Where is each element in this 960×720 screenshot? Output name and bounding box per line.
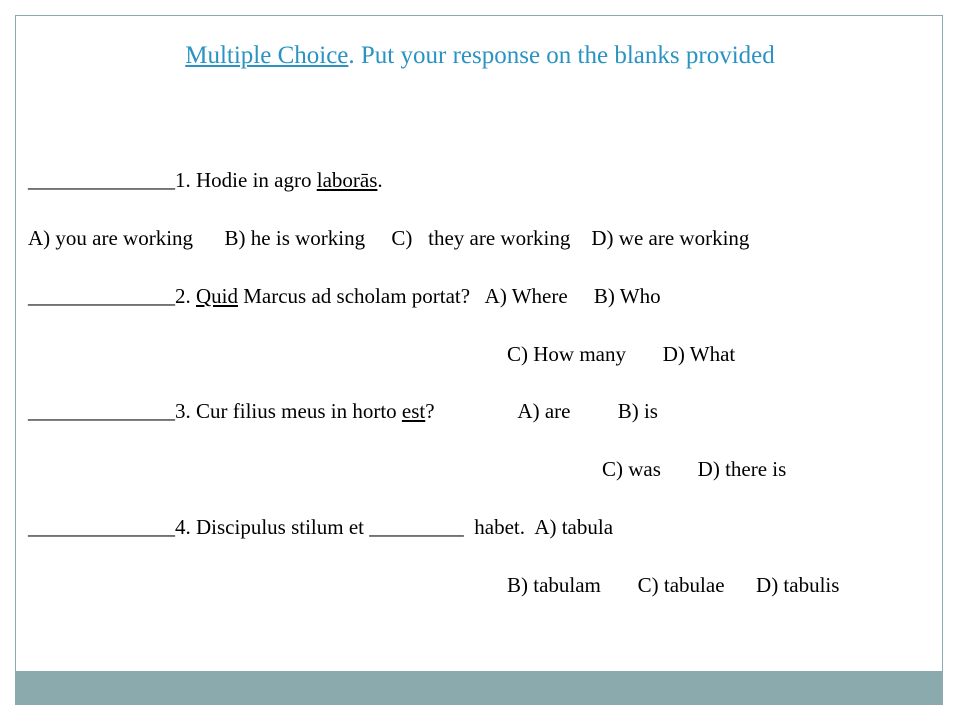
answer-blank[interactable]: ______________: [28, 284, 175, 308]
question-1-choices: A) you are working B) he is working C) they are working D) we are working: [28, 226, 750, 250]
multiple-choice-link[interactable]: Multiple Choice: [185, 42, 349, 69]
question-3: [28, 401, 658, 422]
slide-frame: [15, 15, 943, 705]
question-number: 1.: [175, 168, 196, 192]
underlined-word: laborās: [316, 168, 378, 192]
question-text-end: .: [377, 168, 383, 192]
question-text-end: ? A) are B) is: [425, 399, 658, 423]
answer-blank[interactable]: ______________: [28, 399, 175, 423]
answer-blank[interactable]: ______________: [28, 168, 175, 192]
question-4: [28, 517, 613, 538]
question-number: 2.: [175, 284, 196, 308]
question-4-choices: B) tabulam C) tabulae D) tabulis: [507, 573, 840, 597]
answer-blank[interactable]: ______________: [28, 515, 175, 539]
question-text: Hodie in agro: [196, 168, 317, 192]
question-2: [28, 286, 661, 307]
question-number: 4.: [175, 515, 196, 539]
question-1: [28, 170, 383, 191]
title-instructions: . Put your response on the blanks provided: [348, 42, 775, 69]
question-text: Discipulus stilum et _________ habet. A) tabula: [196, 515, 614, 539]
question-number: 3.: [175, 399, 196, 423]
underlined-word: est: [401, 399, 426, 423]
question-text: Marcus ad scholam portat? A) Where B) Who: [238, 284, 661, 308]
question-3-choices: C) was D) there is: [602, 457, 787, 481]
underlined-word: Quid: [196, 284, 238, 308]
page-title: [0, 42, 960, 70]
question-2-choices: C) How many D) What: [507, 342, 736, 366]
question-text: Cur filius meus in horto: [196, 399, 402, 423]
footer-bar: [16, 671, 942, 704]
